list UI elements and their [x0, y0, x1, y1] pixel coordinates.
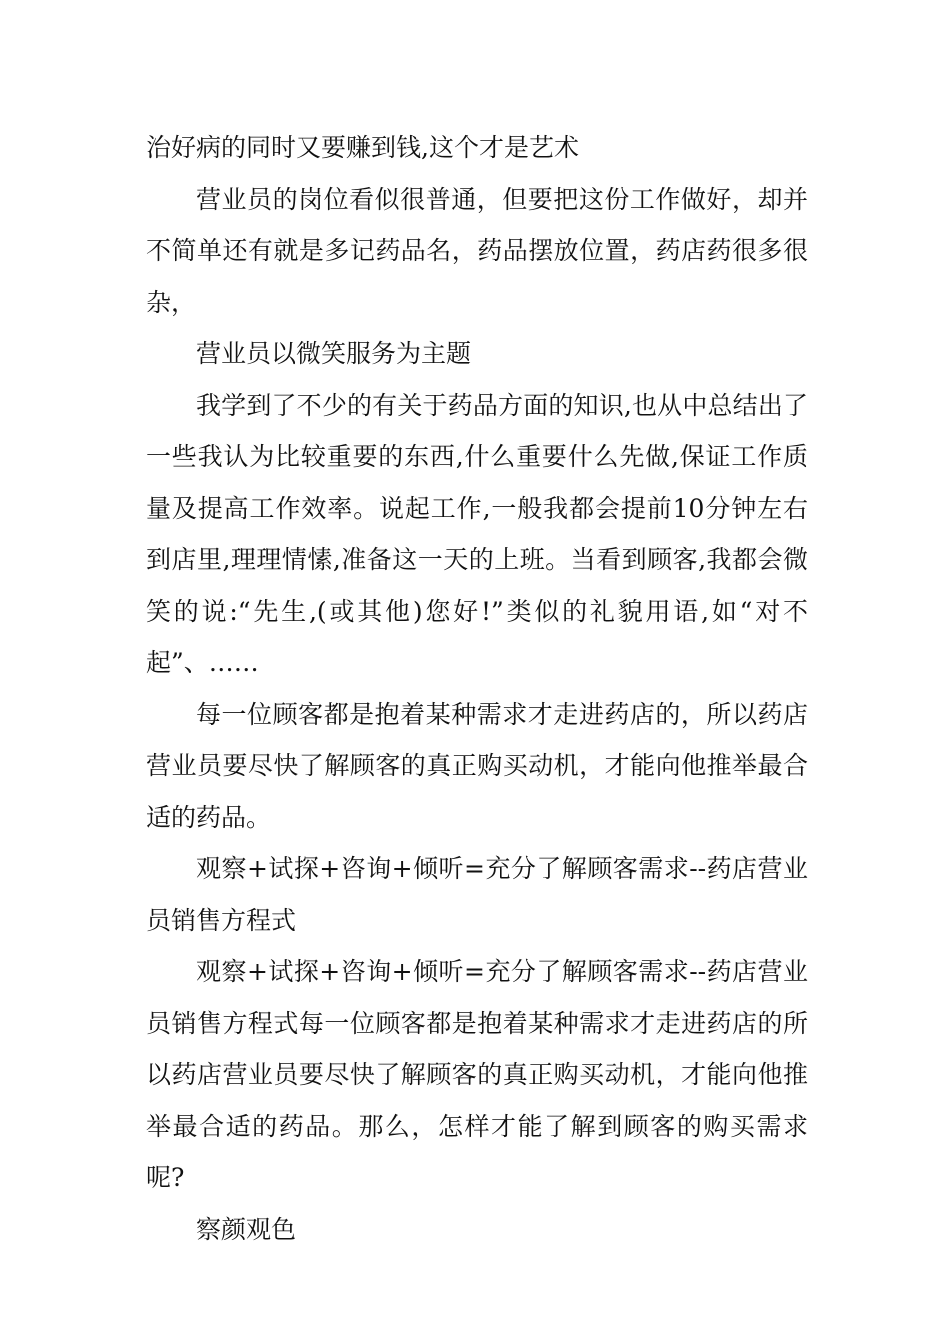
- paragraph-7: 观察+试探+咨询+倾听=充分了解顾客需求--药店营业员销售方程式每一位顾客都是抱着某种需求才走进药店的所以药店营业员要尽快了解顾客的真正购买动机，才能向他推举最合适的药品。那么，怎样才能了解到顾客的购买需求呢?: [146, 957, 808, 1192]
- paragraph-3: 营业员以微笑服务为主题: [196, 339, 472, 368]
- paragraph-5: 每一位顾客都是抱着某种需求才走进药店的，所以药店营业员要尽快了解顾客的真正购买动机，才能向他推举最合适的药品。: [146, 699, 808, 832]
- paragraph-2: 营业员的岗位看似很普通，但要把这份工作做好，却并不简单还有就是多记药品名，药品摆放位置，药店药很多很杂，: [146, 184, 808, 317]
- paragraph-1: 治好病的同时又要赚到钱,这个才是艺术: [146, 133, 579, 162]
- paragraph-6: 观察+试探+咨询+倾听=充分了解顾客需求--药店营业员销售方程式: [146, 854, 808, 935]
- paragraph-4: 我学到了不少的有关于药品方面的知识,也从中总结出了一些我认为比较重要的东西,什么重要什么先做,保证工作质量及提高工作效率。说起工作,一般我都会提前10分钟左右到店里,理理情愫,准备这一天的上班。当看到顾客,我都会微笑的说:“先生,(或其他)您好!”类似的礼貌用语,如“对不起”、……: [146, 390, 808, 677]
- document-body: [146, 122, 808, 1255]
- paragraph-8: 察颜观色: [196, 1214, 297, 1244]
